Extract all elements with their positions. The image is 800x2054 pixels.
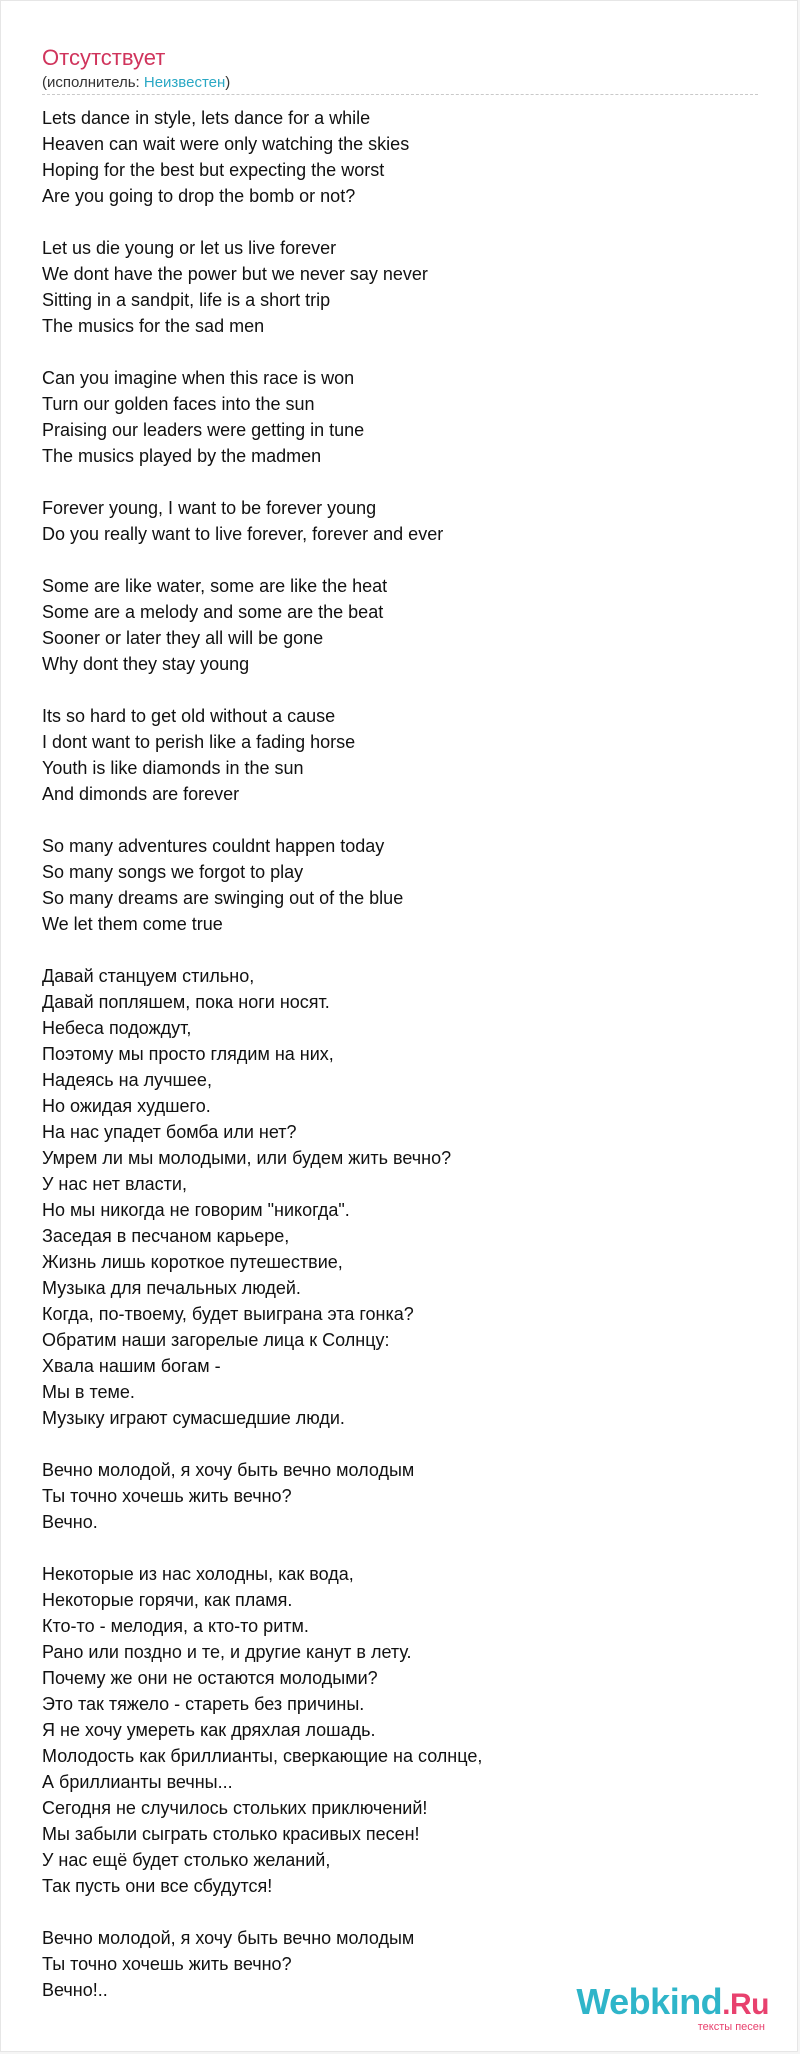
title-divider	[42, 94, 758, 95]
byline-suffix: )	[225, 74, 231, 91]
logo-brand: Webkind	[576, 1981, 723, 2022]
logo-tld: .Ru	[722, 1988, 769, 2021]
lyrics-text: Lets dance in style, lets dance for a while Heaven can wait were only watching the skies Hoping for the best but expecting the worst Are you going to drop the bomb or not? Let us die young or let us live forever We dont have the power but we never say never Sitting in a sandpit, life is a short trip The musics for the sad men Can you imagine when this race is won Turn our golden faces into the sun Praising our leaders were getting in tune The musics played by the madmen Forever young, I want to be forever young Do you really want to live forever, forever and ever Some are like water, some are like the heat Some are a melody and some are the beat Sooner or later they all will be gone Why dont they stay young Its so hard to get old without a cause I dont want to perish like a fading horse Youth is like diamonds in the sun And dimonds are forever So many adventures couldnt happen today So many songs we forgot to play So many dreams are swinging out of the blue We let them come true Давай станцуем стильно, Давай попляшем, пока ноги носят. Небеса подождут, Поэтому мы просто глядим на них, Надеясь на лучшее, Но ожидая худшего. На нас упадет бомба или нет? Умрем ли мы молодыми, или будем жить вечно? У нас нет власти, Но мы никогда не говорим "никогда". Заседая в песчаном карьере, Жизнь лишь короткое путешествие, Музыка для печальных людей. Когда, по-твоему, будет выиграна эта гонка? Обратим наши загорелые лица к Солнцу: Хвала нашим богам - Мы в теме. Музыку играют сумасшедшие люди. Вечно молодой, я хочу быть вечно молодым Ты точно хочешь жить вечно? Вечно. Некоторые из нас холодны, как вода, Некоторые горячи, как пламя. Кто-то - мелодия, а кто-то ритм. Рано или поздно и те, и другие канут в лету. Почему же они не остаются молодыми? Это так тяжело - стареть без причины. Я не хочу умереть как дряхлая лошадь. Молодость как бриллианты, сверкающие на солнце, А бриллианты вечны... Сегодня не случилось стольких приключений! Мы забыли сыграть столько красивых песен! У нас ещё будет столько желаний, Так пусть они все сбудутся! Вечно молодой, я хочу быть вечно молодым Ты точно хочешь жить вечно? Вечно!..	[42, 108, 483, 2000]
site-logo[interactable]	[576, 1983, 769, 2031]
artist-byline	[42, 74, 230, 92]
artist-link[interactable]: Неизвестен	[143, 74, 226, 91]
logo-tagline: тексты песен	[697, 2021, 765, 2033]
song-title: Отсутствует	[42, 45, 166, 70]
logo-wordmark	[576, 1983, 769, 2024]
byline-prefix: (исполнитель:	[42, 74, 144, 91]
